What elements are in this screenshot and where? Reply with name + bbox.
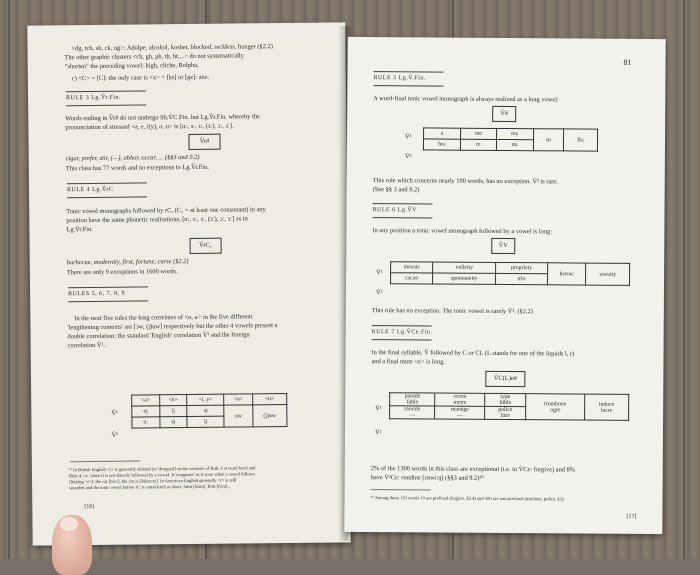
- text-line: <dg, tch, sh, ck, ng>: Adolpe, alcohol, kosher, blocked, reckless, hunger (§2.2): [71, 43, 273, 53]
- text-line: A word-final tonic vowel monograph is always realized as a long vowel:: [373, 95, 559, 104]
- rule-7-formula: V̆C(L)e#: [485, 371, 525, 387]
- row-label: V̄¹: [375, 405, 382, 413]
- rules-5-9-header: RULES 5, 6, 7, 8, 9: [68, 290, 126, 298]
- table-cell: ij: [187, 416, 224, 427]
- text-line: and a final mute <e> is long.: [371, 358, 445, 366]
- note: (See §§ 3 and 9.2): [372, 186, 420, 194]
- table-cell: bra: [423, 139, 460, 150]
- table-cell: trombone ogre: [526, 394, 585, 420]
- text-line: 'lengthening contexts' are [ɔw, (j)uw] respectively but the other 4 vowels present a: [67, 322, 278, 332]
- table-header-cell: <a>: [132, 395, 160, 406]
- table-cell: induce lucre: [585, 394, 629, 420]
- footnote-line: Rule 4, i.e. when it is not directly followed by a vowel. It 'reappears' as it were when a vowel follows: [68, 471, 255, 479]
- text-line: correlation V̄².: [67, 341, 105, 350]
- text-line: Words ending in V̆r# do not undergo Sh.V̆C.Fin. but Lg.V̆r.Fin. whereby the: [65, 113, 260, 123]
- divider: [372, 325, 432, 326]
- table-cell: mosaic: [391, 262, 433, 273]
- table-cell: (j)uw: [252, 404, 287, 426]
- divider: [68, 286, 148, 288]
- table-cell: trio: [496, 273, 548, 284]
- divider: [66, 104, 146, 106]
- table-cell: ij: [159, 406, 187, 417]
- table-cell: me: [460, 128, 496, 139]
- divider: [68, 300, 148, 302]
- divider: [373, 203, 433, 204]
- table-cell: ow: [224, 405, 252, 427]
- table-cell: vacuity: [586, 263, 630, 285]
- table-cell: ej: [132, 406, 160, 417]
- table-cell: scene metre: [435, 393, 485, 406]
- table-cell: spontaneity: [433, 273, 496, 284]
- footnote-line: sounded and the tonic vowel before rC is considered as short: farm [fɑrm], firm [fɝm]...: [69, 483, 231, 491]
- divider: [372, 339, 432, 340]
- divider: [372, 217, 432, 218]
- rule-4-formula: V̆rC₁: [190, 238, 222, 254]
- note: There are only 9 exceptions in 1600 words.: [66, 268, 178, 277]
- table-cell: heroic: [547, 263, 586, 285]
- footnote-line: ²⁰ Among these 110 words 10 are prefixed (forgive, §2.4) and 100 are non-prefixed (machine, police, §3).: [370, 495, 565, 502]
- rule-7-header: RULE 7 Lg.V̆Ce.Fin.: [371, 329, 433, 336]
- note: have V̄²Ce: rondine [rʊwiːŋ] (§§3 and 9.2)²⁰: [370, 474, 484, 482]
- text-line: pronunciation of stressed <a, e, i(y), o, u> is [ɑː, ɜː, ɜː, (ɜː), ɔː, ɜː].: [65, 122, 234, 132]
- rule-5-table: [423, 127, 598, 151]
- footnote-line: (linking <r>): the car [bɑːr], the car is [ðəkɑːrɪz]. In American English generally <r> is still: [69, 477, 237, 485]
- table-cell: morale —: [390, 406, 436, 419]
- table-cell: re: [460, 139, 496, 150]
- note: This rule which concerns nearly 100 words, has no exception. V̄² is rare.: [372, 177, 558, 186]
- text-line: c) <C> = [C]: the only case is <x> = [ks] or [gz]: axe.: [71, 73, 210, 83]
- footnote-line: ¹⁹ In British English <r> is generally deleted (or 'dropped') in the contexts of Rule 3 at word level and: [68, 465, 256, 473]
- examples: cigar, prefer, stir, (—), abhor, occur, ... (§§3 and 9.2): [65, 153, 200, 163]
- table-header-cell: <i, y>: [187, 394, 224, 405]
- rule-4-header: RULE 4 Lg.V̆rC: [66, 186, 114, 194]
- table-cell: type bible: [485, 393, 526, 406]
- text-line: "shorten" the preceding vowel: high, cliche, Rolpha,: [64, 61, 199, 71]
- rule-6-header: RULE 6 Lg.V̆V: [372, 207, 418, 214]
- page-number-top: 81: [623, 57, 632, 67]
- table-cell: parade fable: [390, 393, 436, 406]
- rule-6-table: [390, 261, 630, 286]
- note: This rule has no exception. The tonic vowel is rarely V̄². (§2.2): [371, 307, 533, 316]
- text-line: In the next five rules the long correlates of <o, u> in the five different: [74, 313, 253, 323]
- table-cell: ej: [160, 417, 188, 428]
- rule-5-formula: V̆#: [492, 106, 516, 122]
- rule-3-formula: V̆r#: [188, 134, 220, 150]
- table-cell: so: [533, 129, 563, 151]
- divider: [67, 196, 147, 198]
- vowel-correlation-table: [131, 393, 287, 429]
- divider: [373, 71, 443, 72]
- table-cell: manège —: [435, 406, 485, 419]
- divider: [66, 90, 146, 92]
- footnote-divider: [371, 489, 431, 490]
- rule-7-table: [389, 392, 629, 421]
- text-line: position have the same phonetic realisations, [ɑː, ɜː, ɜː, (ɜː), ɔː, ɜː] as in: [66, 215, 248, 225]
- footnote-divider: [70, 461, 140, 463]
- table-cell: ɑː: [132, 417, 160, 428]
- table-cell: velleity: [433, 262, 496, 273]
- row-label: V̄¹: [405, 133, 412, 141]
- divider: [67, 182, 147, 184]
- text-line: In the final syllable, V̆ followed by C or CL (L stands for one of the liquids l, r): [371, 349, 575, 358]
- row-label: V̄¹: [111, 409, 118, 417]
- left-page: [27, 22, 350, 545]
- table-cell: aj: [187, 405, 224, 416]
- table-cell: police litre: [485, 406, 526, 419]
- text-line: Tonic vowel monographs followed by rC, (C₁ = at least one consonant) in any: [66, 206, 266, 216]
- right-page: [344, 37, 665, 534]
- text-line: Lg.V̆r.Fin.: [66, 226, 93, 234]
- rule-6-formula: V̆V: [491, 238, 515, 254]
- rule-5-header: RULE 5 Lg.V̆.Fin.: [373, 75, 426, 82]
- row-label: V̄²: [404, 153, 412, 161]
- divider: [373, 85, 443, 86]
- text-line: In any position a tonic vowel monograph followed by a vowel is long:: [372, 227, 553, 236]
- examples: barbecue, modernity, first, fortune, curse (§2.2): [66, 258, 189, 267]
- rule-3-header: RULE 3 Lg.V̆r.Fin.: [66, 94, 122, 102]
- row-label: V̄²: [375, 289, 383, 297]
- table-cell: flu: [563, 129, 597, 151]
- row-label: V̄¹: [376, 269, 383, 277]
- note: This class has 77 words and no exceptions to Lg.V̆r.Fin.: [65, 163, 209, 173]
- table-cell: mi: [496, 139, 533, 150]
- table-header-cell: <o>: [224, 394, 252, 405]
- table-header-cell: <e>: [159, 395, 187, 406]
- note: 2% of the 1300 words in this class are exceptional (i.e. in V̆Ce: forgive) and 8%: [370, 465, 576, 474]
- table-header-cell: <u>: [252, 393, 287, 404]
- page-number: [16]: [84, 504, 95, 511]
- text-line: The other graphic clusters <ch, gh, ph, th, ht,...> do not systematically: [64, 52, 244, 62]
- page-number: [17]: [626, 513, 637, 520]
- text-line: double correlation; the standard 'English' correlation V̄¹ and the foreign: [67, 331, 250, 341]
- table-cell: cacao: [391, 273, 433, 284]
- table-cell: my: [496, 128, 533, 139]
- table-cell: propriety: [496, 262, 548, 273]
- fingernail: [60, 517, 78, 531]
- row-label: V̄²: [111, 431, 119, 439]
- row-label: V̄²: [374, 429, 382, 437]
- table-cell: a: [424, 128, 461, 139]
